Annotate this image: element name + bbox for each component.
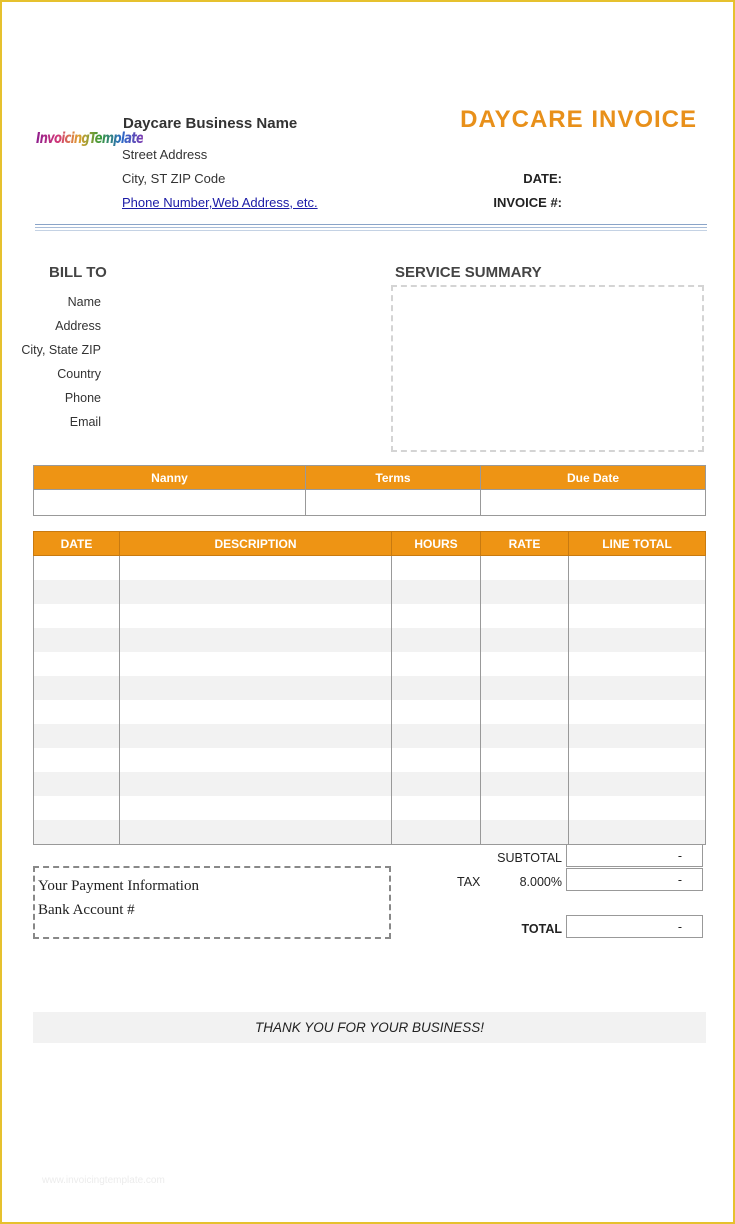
- rate-cell[interactable]: [481, 820, 569, 845]
- hours-cell[interactable]: [392, 748, 481, 772]
- line-total-cell[interactable]: [569, 628, 706, 652]
- date-column-header: DATE: [34, 532, 120, 556]
- hours-cell[interactable]: [392, 580, 481, 604]
- line-total-column-header: LINE TOTAL: [569, 532, 706, 556]
- rate-column-header: RATE: [481, 532, 569, 556]
- table-row: [34, 556, 706, 581]
- rate-cell[interactable]: [481, 772, 569, 796]
- rate-cell[interactable]: [481, 652, 569, 676]
- date-cell[interactable]: [34, 628, 120, 652]
- bill-to-address-label: Address: [55, 319, 101, 333]
- date-label: DATE:: [523, 171, 562, 186]
- table-row: [34, 724, 706, 748]
- service-summary-box[interactable]: [391, 285, 704, 452]
- date-cell[interactable]: [34, 700, 120, 724]
- hours-cell[interactable]: [392, 772, 481, 796]
- total-label: TOTAL: [521, 922, 562, 936]
- tax-label: TAX: [457, 875, 481, 889]
- table-row: [34, 580, 706, 604]
- description-cell[interactable]: [120, 580, 392, 604]
- date-cell[interactable]: [34, 772, 120, 796]
- hours-cell[interactable]: [392, 796, 481, 820]
- date-cell[interactable]: [34, 652, 120, 676]
- description-column-header: DESCRIPTION: [120, 532, 392, 556]
- description-cell[interactable]: [120, 652, 392, 676]
- table-row: [34, 628, 706, 652]
- table-row: [34, 604, 706, 628]
- rate-cell[interactable]: [481, 724, 569, 748]
- table-row: [34, 676, 706, 700]
- header-divider: [35, 224, 707, 225]
- header-divider-3: [35, 230, 707, 231]
- total-value: -: [566, 915, 703, 938]
- bank-account-line: Bank Account #: [38, 902, 135, 918]
- description-cell[interactable]: [120, 700, 392, 724]
- hours-cell[interactable]: [392, 556, 481, 581]
- rate-cell[interactable]: [481, 796, 569, 820]
- description-cell[interactable]: [120, 556, 392, 581]
- line-total-cell[interactable]: [569, 604, 706, 628]
- line-total-cell[interactable]: [569, 772, 706, 796]
- line-total-cell[interactable]: [569, 820, 706, 845]
- description-cell[interactable]: [120, 724, 392, 748]
- due-date-header: Due Date: [481, 466, 706, 490]
- invoice-number-label: INVOICE #:: [493, 195, 562, 210]
- payment-info-box[interactable]: [33, 866, 391, 939]
- description-cell[interactable]: [120, 748, 392, 772]
- bill-to-heading: BILL TO: [49, 264, 107, 281]
- line-items-table: [33, 531, 706, 845]
- service-summary-heading: SERVICE SUMMARY: [395, 264, 542, 281]
- date-cell[interactable]: [34, 676, 120, 700]
- payment-info-line: Your Payment Information: [38, 878, 199, 894]
- subtotal-label: SUBTOTAL: [497, 851, 562, 865]
- hours-cell[interactable]: [392, 820, 481, 845]
- subtotal-value: -: [566, 844, 703, 867]
- line-total-cell[interactable]: [569, 556, 706, 581]
- business-name: Daycare Business Name: [123, 115, 298, 132]
- date-cell[interactable]: [34, 580, 120, 604]
- date-cell[interactable]: [34, 820, 120, 845]
- rate-cell[interactable]: [481, 604, 569, 628]
- hours-cell[interactable]: [392, 604, 481, 628]
- description-cell[interactable]: [120, 628, 392, 652]
- description-cell[interactable]: [120, 676, 392, 700]
- description-cell[interactable]: [120, 820, 392, 845]
- table-row: [34, 820, 706, 845]
- header-divider-2: [35, 227, 707, 228]
- line-total-cell[interactable]: [569, 796, 706, 820]
- bill-to-city-label: City, State ZIP: [21, 343, 101, 357]
- business-street: Street Address: [122, 147, 208, 162]
- watermark-text: www.invoicingtemplate.com: [42, 1175, 165, 1186]
- tax-value: -: [566, 868, 703, 891]
- description-cell[interactable]: [120, 796, 392, 820]
- rate-cell[interactable]: [481, 628, 569, 652]
- date-cell[interactable]: [34, 748, 120, 772]
- table-row: [34, 652, 706, 676]
- line-total-cell[interactable]: [569, 676, 706, 700]
- description-cell[interactable]: [120, 772, 392, 796]
- invoice-title: DAYCARE INVOICE: [460, 106, 697, 133]
- hours-cell[interactable]: [392, 628, 481, 652]
- tax-rate[interactable]: 8.000%: [519, 875, 562, 889]
- bill-to-phone-label: Phone: [64, 391, 101, 405]
- date-cell[interactable]: [34, 604, 120, 628]
- terms-table: [33, 465, 706, 516]
- rate-cell[interactable]: [481, 700, 569, 724]
- line-total-cell[interactable]: [569, 724, 706, 748]
- nanny-cell[interactable]: [34, 490, 306, 516]
- business-city-line: City, ST ZIP Code: [122, 171, 226, 186]
- nanny-header: Nanny: [34, 466, 306, 490]
- hours-cell[interactable]: [392, 724, 481, 748]
- invoicingtemplate-logo: InvoicingTemplate: [36, 129, 144, 147]
- date-cell[interactable]: [34, 796, 120, 820]
- hours-cell[interactable]: [392, 700, 481, 724]
- line-total-cell[interactable]: [569, 652, 706, 676]
- rate-cell[interactable]: [481, 676, 569, 700]
- table-row: [34, 772, 706, 796]
- hours-cell[interactable]: [392, 676, 481, 700]
- line-item-rows: [34, 556, 706, 845]
- due-date-cell[interactable]: [481, 490, 706, 516]
- terms-header: Terms: [306, 466, 481, 490]
- line-total-cell[interactable]: [569, 700, 706, 724]
- bill-to-email-label: Email: [69, 415, 101, 429]
- line-total-cell[interactable]: [569, 580, 706, 604]
- line-total-cell[interactable]: [569, 748, 706, 772]
- business-contact-link[interactable]: Phone Number,Web Address, etc.: [122, 195, 318, 210]
- rate-cell[interactable]: [481, 580, 569, 604]
- description-cell[interactable]: [120, 604, 392, 628]
- rate-cell[interactable]: [481, 748, 569, 772]
- date-cell[interactable]: [34, 556, 120, 581]
- date-cell[interactable]: [34, 724, 120, 748]
- terms-cell[interactable]: [306, 490, 481, 516]
- table-row: [34, 700, 706, 724]
- thank-you-banner: THANK YOU FOR YOUR BUSINESS!: [33, 1012, 706, 1043]
- rate-cell[interactable]: [481, 556, 569, 581]
- hours-column-header: HOURS: [392, 532, 481, 556]
- bill-to-country-label: Country: [57, 367, 101, 381]
- hours-cell[interactable]: [392, 652, 481, 676]
- table-row: [34, 796, 706, 820]
- table-row: [34, 748, 706, 772]
- bill-to-name-label: Name: [67, 295, 101, 309]
